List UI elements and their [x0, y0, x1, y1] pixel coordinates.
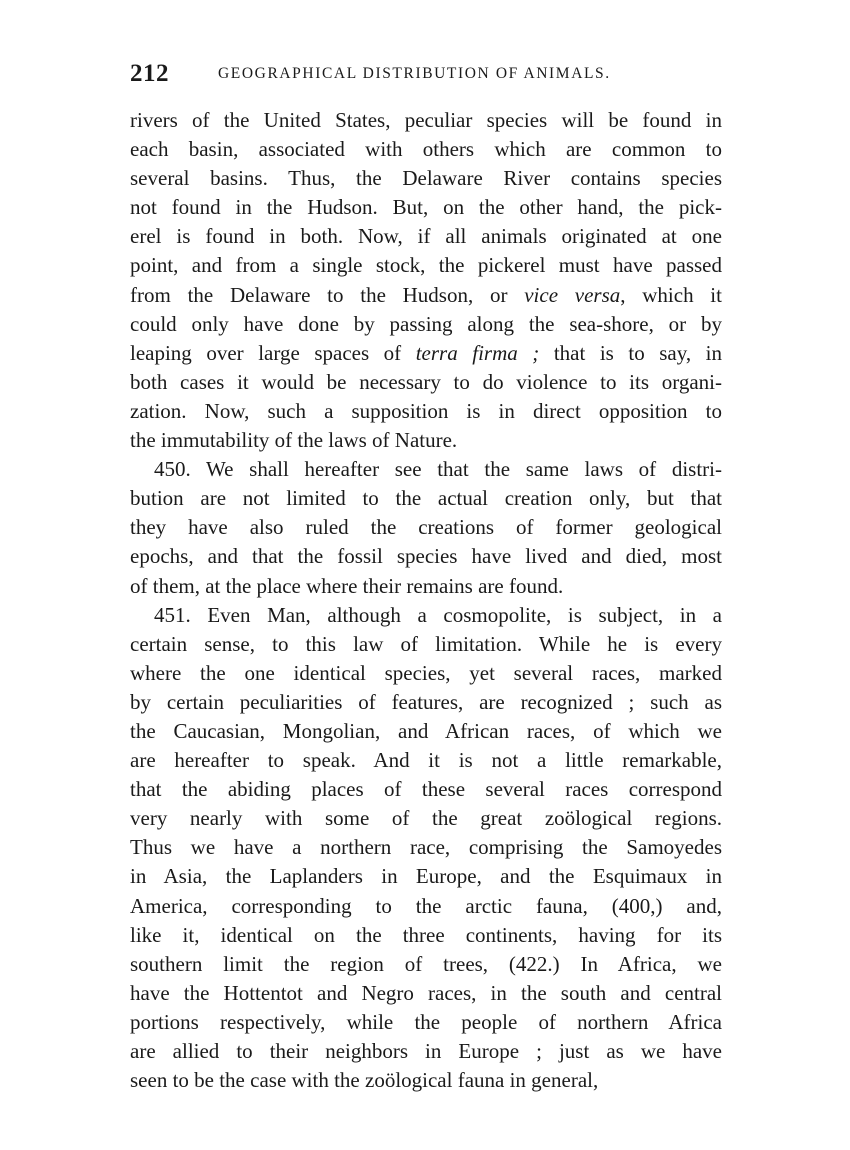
text-segment: epochs, and that the fossil species have lived and died, most [130, 544, 722, 569]
text-segment: point, and from a single stock, the pickerel must have passed [130, 253, 722, 278]
text-segment: America, corresponding to the arctic fauna, (400,) and, [130, 893, 722, 918]
text-line [130, 1037, 722, 1066]
text-segment: rivers of the United States, peculiar species will be found in [130, 108, 722, 132]
text-line [130, 281, 722, 310]
text-line [130, 659, 722, 688]
text-line [130, 542, 722, 571]
text-segment: certain sense, to this law of limitation. While he is every [130, 631, 722, 656]
text-line [130, 106, 722, 135]
text-segment: the Caucasian, Mongolian, and African races, of which we [130, 718, 722, 743]
text-segment: each basin, associated with others which are common to [130, 137, 722, 162]
text-line [130, 572, 722, 601]
text-line [130, 804, 722, 833]
italic-phrase: vice versa [524, 282, 621, 307]
text-segment: have the Hottentot and Negro races, in the south and central [130, 980, 722, 1005]
text-line [130, 601, 722, 630]
text-segment: not found in the Hudson. But, on the other hand, the pick- [130, 195, 722, 220]
text-line [130, 310, 722, 339]
text-segment: several basins. Thus, the Delaware River contains species [130, 166, 722, 191]
text-segment: are hereafter to speak. And it is not a little remarkable, [130, 748, 722, 773]
italic-phrase: terra firma ; [415, 340, 540, 365]
text-segment: portions respectively, while the people of northern Africa [130, 1009, 722, 1034]
text-line [130, 775, 722, 804]
text-line [130, 339, 722, 368]
text-line [130, 892, 722, 921]
text-segment: southern limit the region of trees, (422.) In Africa, we [130, 951, 722, 976]
text-segment: are allied to their neighbors in Europe ; just as we have [130, 1039, 722, 1063]
text-line [130, 688, 722, 717]
text-segment: both cases it would be necessary to do violence to its organi- [130, 369, 722, 394]
text-segment: very nearly with some of the great zoölogical regions. [130, 806, 722, 831]
text-segment: 450. We shall hereafter see that the same laws of distri- [154, 457, 722, 482]
running-title: GEOGRAPHICAL DISTRIBUTION OF ANIMALS. [218, 65, 611, 82]
text-line [130, 1066, 722, 1095]
text-segment: like it, identical on the three continents, having for its [130, 922, 722, 947]
text-line [130, 484, 722, 513]
text-line [130, 513, 722, 542]
text-segment: they have also ruled the creations of former geological [130, 515, 722, 540]
text-line [130, 862, 722, 891]
text-line [130, 251, 722, 280]
text-segment: leaping over large spaces of [130, 340, 416, 365]
text-segment: of them, at the place where their remains are found. [130, 573, 564, 598]
text-segment: erel is found in both. Now, if all animals originated at one [130, 224, 722, 249]
text-segment: by certain peculiarities of features, are recognized ; such as [130, 689, 722, 714]
page-header [130, 60, 722, 92]
text-segment: that is to say, in [539, 340, 723, 365]
text-line [130, 630, 722, 659]
text-line [130, 222, 722, 251]
text-segment: Thus we have a northern race, comprising the Samoyedes [130, 835, 722, 860]
text-line [130, 921, 722, 950]
text-line [130, 164, 722, 193]
text-segment: that the abiding places of these several races correspond [130, 777, 722, 802]
text-segment: , which it [620, 282, 722, 307]
text-segment: from the Delaware to the Hudson, or [130, 282, 525, 307]
text-line [130, 397, 722, 426]
text-line [130, 135, 722, 164]
text-line [130, 368, 722, 397]
body-text [130, 106, 722, 1095]
text-segment: bution are not limited to the actual creation only, but that [130, 486, 722, 511]
text-line [130, 426, 722, 455]
page-number: 212 [130, 60, 169, 87]
text-line [130, 979, 722, 1008]
text-line [130, 950, 722, 979]
text-segment: in Asia, the Laplanders in Europe, and the Esquimaux in [130, 864, 722, 889]
text-segment: zation. Now, such a supposition is in direct opposition to [130, 398, 722, 423]
text-line [130, 1008, 722, 1037]
text-line [130, 717, 722, 746]
text-line [130, 746, 722, 775]
text-line [130, 193, 722, 222]
text-segment: could only have done by passing along the sea-shore, or by [130, 311, 722, 336]
text-line [130, 455, 722, 484]
text-segment: where the one identical species, yet several races, marked [130, 660, 722, 685]
text-line [130, 833, 722, 862]
text-segment: 451. Even Man, although a cosmopolite, is subject, in a [154, 602, 722, 627]
text-segment: the immutability of the laws of Nature. [130, 428, 458, 453]
text-segment: seen to be the case with the zoölogical fauna in general, [130, 1068, 599, 1093]
